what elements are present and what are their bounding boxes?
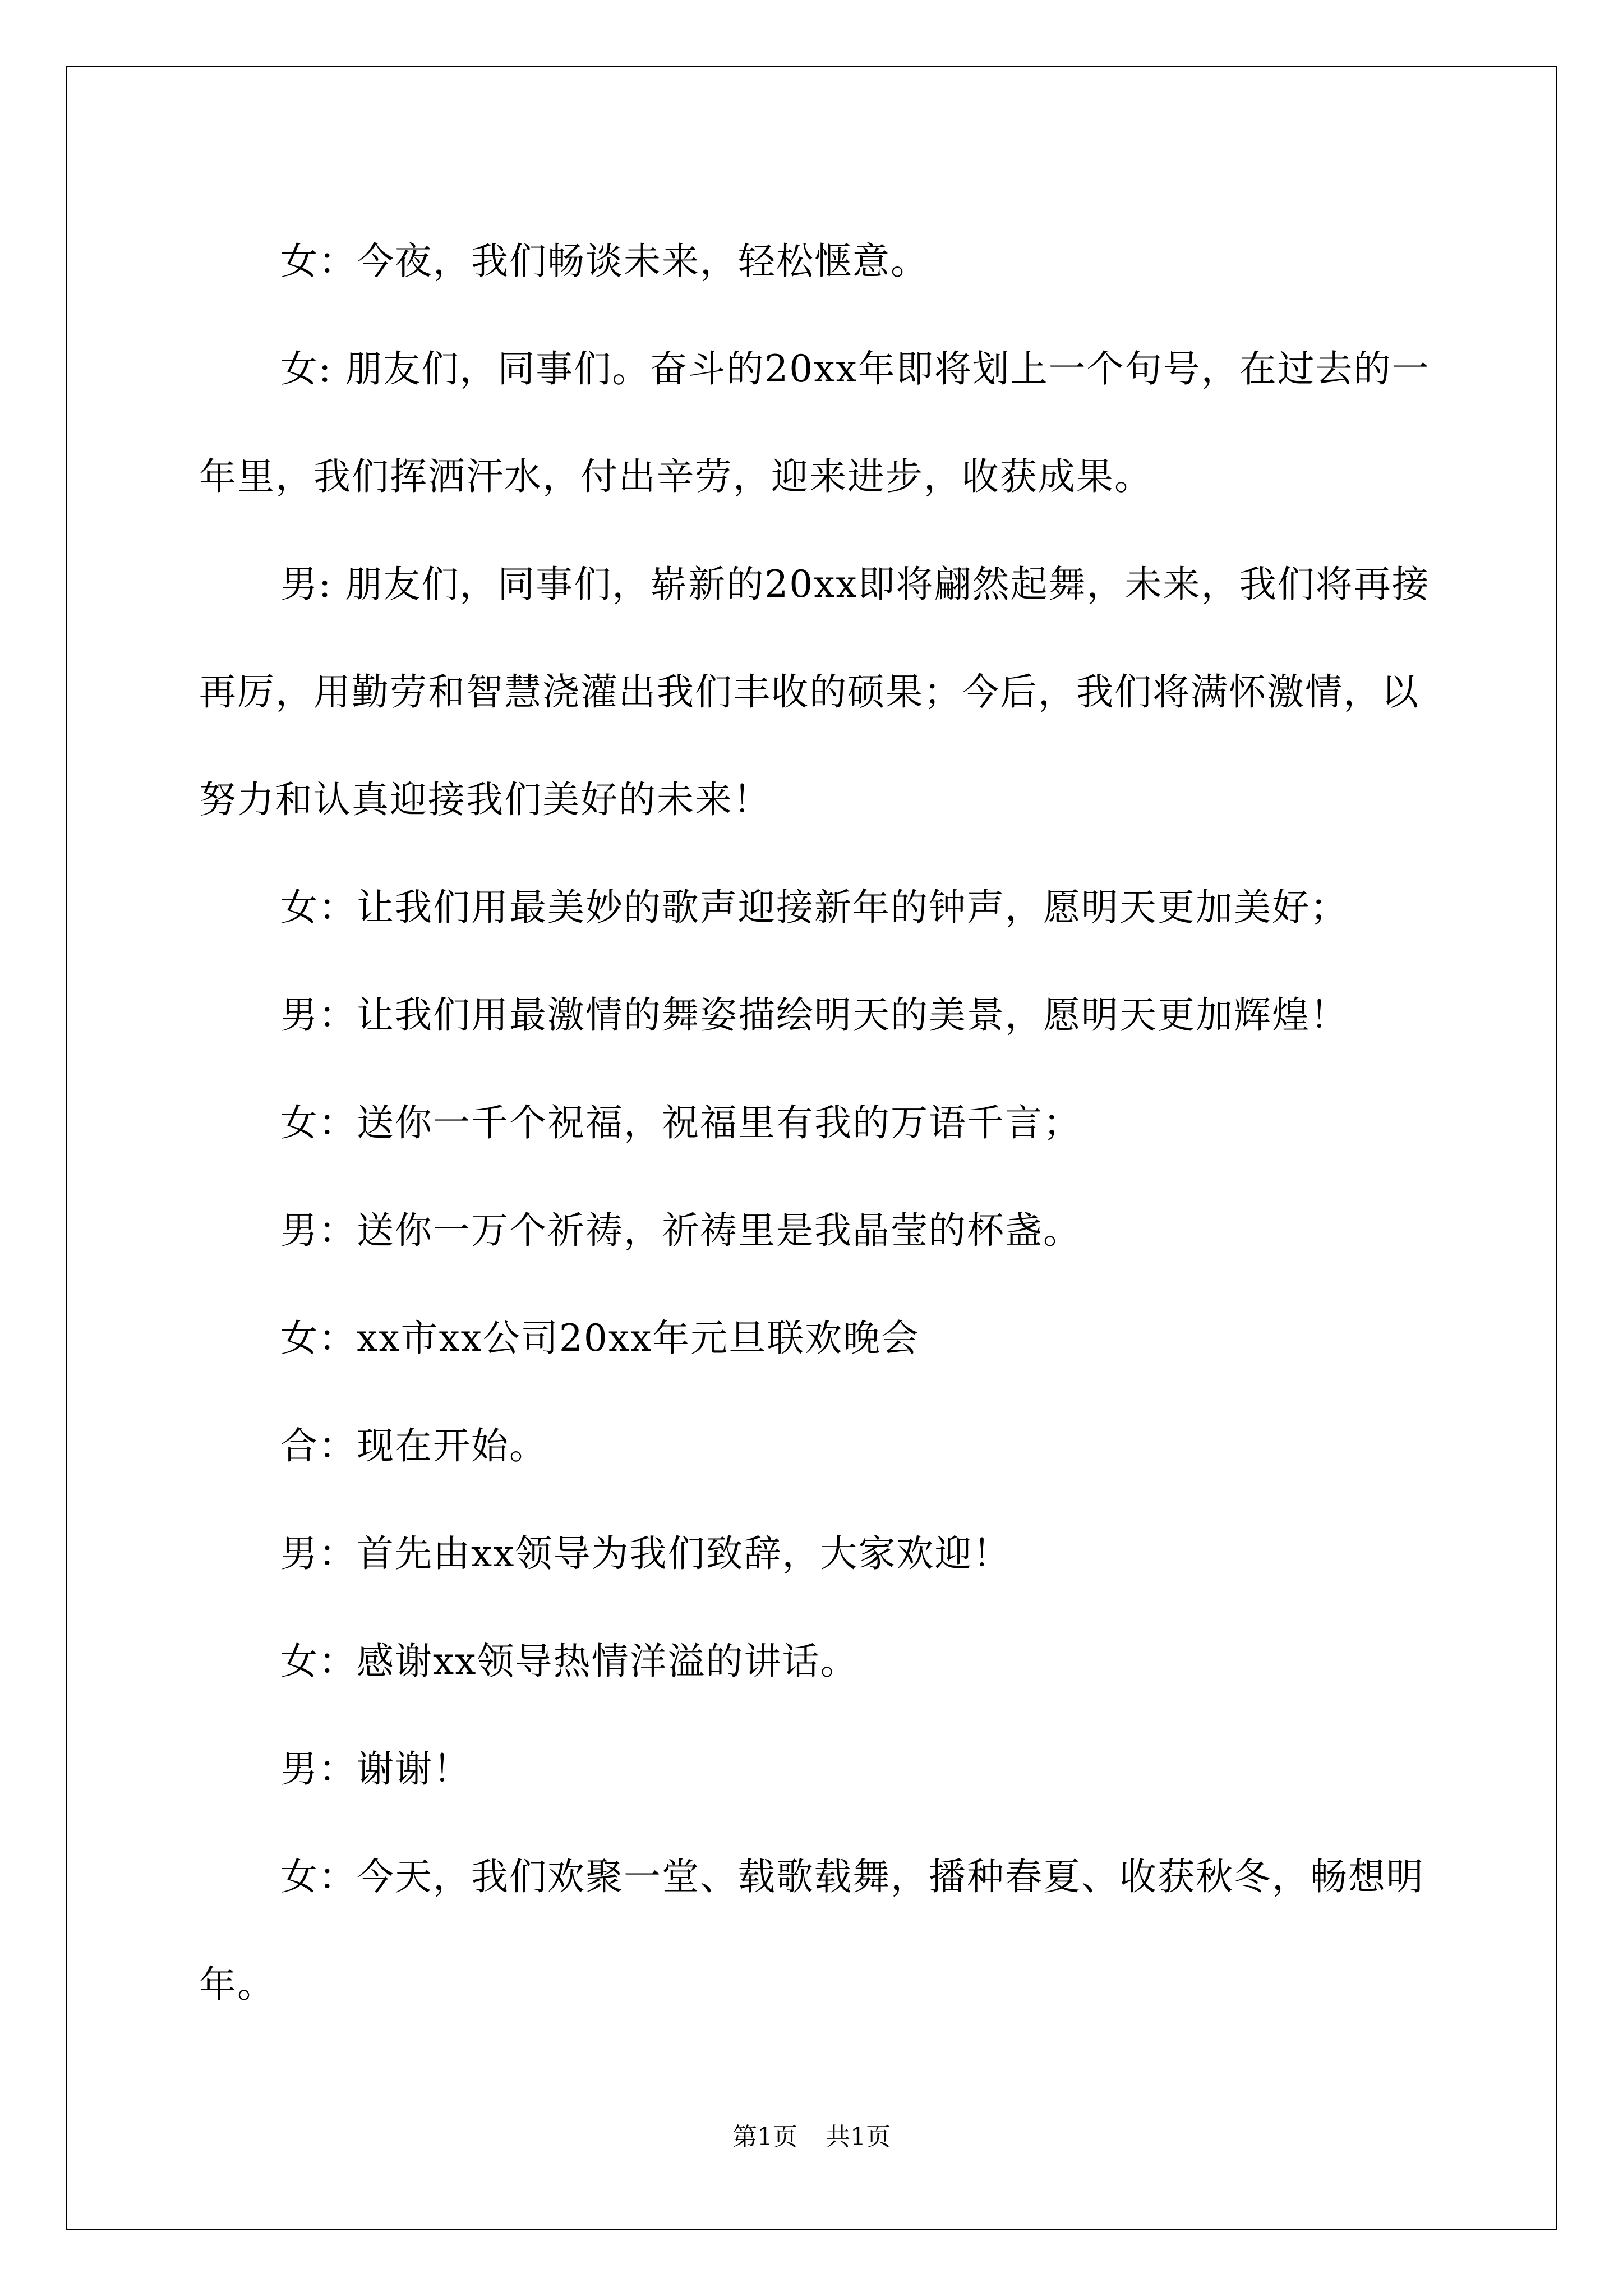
paragraph: 男：谢谢！ — [280, 1747, 471, 1791]
document-body — [199, 208, 1433, 2039]
page-number-current: 第1页 — [732, 2123, 797, 2151]
paragraph: 女: 朋友们，同事们。奋斗的20xx年即将划上一个句号，在过去的一年里，我们挥洒汗水，付出辛劳，迎来进步，收获成果。 — [199, 347, 1430, 498]
paragraph: 女：今天，我们欢聚一堂、载歌载舞，播种春夏、收获秋冬，畅想明年。 — [199, 1855, 1424, 2006]
page-number-total: 共1页 — [826, 2123, 891, 2151]
paragraph: 男：首先由xx领导为我们致辞，大家欢迎！ — [280, 1532, 1011, 1575]
paragraph: 男：送你一万个祈祷，祈祷里是我晶莹的杯盏。 — [280, 1209, 1081, 1252]
paragraph: 女：送你一千个祝福，祝福里有我的万语千言； — [280, 1101, 1081, 1144]
paragraph: 女：今夜，我们畅谈未来，轻松惬意。 — [280, 240, 929, 283]
paragraph: 男: 朋友们，同事们，崭新的20xx即将翩然起舞，未来，我们将再接再厉，用勤劳和智慧浇灌出我们丰收的硕果；今后，我们将满怀激情，以努力和认真迎接我们美好的未来！ — [199, 563, 1430, 821]
paragraph: 女：xx市xx公司20xx年元旦联欢晚会 — [280, 1317, 920, 1360]
paragraph: 女：感谢xx领导热情洋溢的讲话。 — [280, 1640, 859, 1683]
page-footer — [0, 2120, 1623, 2154]
paragraph: 男：让我们用最激情的舞姿描绘明天的美景，愿明天更加辉煌！ — [280, 993, 1348, 1037]
paragraph: 女：让我们用最美妙的歌声迎接新年的钟声，愿明天更加美好； — [280, 886, 1348, 929]
paragraph: 合：现在开始。 — [280, 1424, 547, 1467]
